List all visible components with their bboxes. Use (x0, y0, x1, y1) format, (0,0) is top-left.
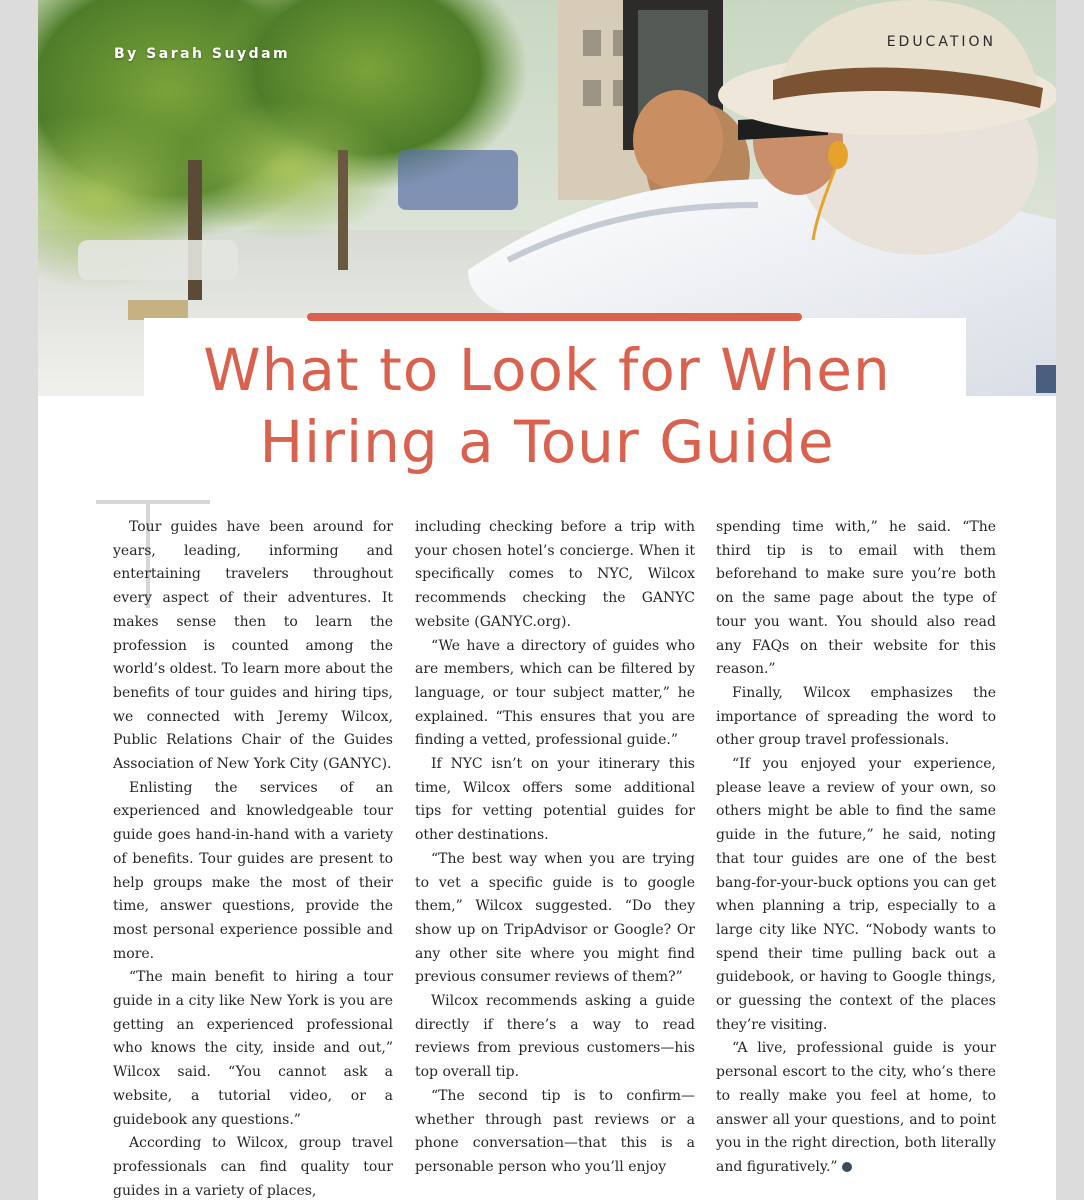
text-column-2 (415, 516, 695, 1180)
paragraph: “We have a directory of guides who are members, which can be filtered by language, or tour subject matter,” he explained. “This ensures that you are finding a vetted, professional guide.” (415, 637, 695, 749)
title-line-2: Hiring a Tour Guide (259, 408, 835, 476)
paragraph: According to Wilcox, group travel professionals can find quality tour guides in a variety of places, (113, 1135, 393, 1199)
byline: By Sarah Suydam (114, 46, 291, 62)
paragraph: Tour guides have been around for years, leading, informing and entertaining travelers throughout every aspect of their adventures. It makes sense then to learn the profession is counted among the world’s oldest. To learn more about the benefits of tour guides and hiring tips, we connected with Jeremy Wilcox, Public Relations Chair of the Guides Association of New York City (GANYC). (113, 519, 393, 773)
paragraph: Enlisting the services of an experienced and knowledgeable tour guide goes hand-in-hand with a variety of benefits. Tour guides are present to help groups make the most of their time, answer questions, provide the most personal experience possible and more. (113, 779, 393, 962)
title-line-1: What to Look for When (203, 336, 891, 404)
paragraph: “A live, professional guide is your personal escort to the city, who’s there to really make you feel at home, to answer all your questions, and to point you in the right direction, both literally and figuratively.” (716, 1040, 996, 1175)
paragraph: “The best way when you are trying to vet a specific guide is to google them,” Wilcox suggested. “Do they show up on TripAdvisor or Google? Or any other site where you might find previous consumer reviews of them?” (415, 850, 695, 986)
text-column-1 (113, 516, 393, 1200)
paragraph: “If you enjoyed your experience, please leave a review of your own, so others might be able to find the same guide in the future,” he said, noting that tour guides are one of the best bang-for-your-buck options you can get when planning a trip, especially to a large city like NYC. “Nobody wants to spend their time pulling back out a guidebook, or having to Google things, or guessing the context of the places they’re visiting. (716, 756, 996, 1033)
paragraph: “The second tip is to confirm—whether through past reviews or a phone conversation—that this is a personable person who you’ll enjoy (415, 1087, 695, 1175)
magazine-page (38, 0, 1056, 1200)
article-title (38, 334, 1056, 478)
paragraph: spending time with,” he said. “The third tip is to email with them beforehand to make sure you’re both on the same page about the type of tour you want. You should also read any FAQs on their website for this reason.” (716, 519, 996, 678)
paragraph: “The main benefit to hiring a tour guide in a city like New York is you are getting an experienced professional who knows the city, inside and out,” Wilcox said. “You cannot ask a website, a tutorial video, or a guidebook any questions.” (113, 969, 393, 1128)
paragraph: If NYC isn’t on your itinerary this time, Wilcox offers some additional tips for vetting potential guides for other destinations. (415, 756, 695, 844)
paragraph: including checking before a trip with your chosen hotel’s concierge. When it specifically comes to NYC, Wilcox recommends checking the GANYC website (GANYC.org). (415, 519, 695, 630)
paragraph: Wilcox recommends asking a guide directly if there’s a way to read reviews from previous customers—his top overall tip. (415, 993, 695, 1081)
text-column-3 (716, 516, 996, 1180)
section-label: EDUCATION (886, 34, 996, 50)
end-of-article-icon (842, 1162, 852, 1172)
paragraph: Finally, Wilcox emphasizes the importance of spreading the word to other group travel professionals. (716, 684, 996, 749)
title-accent-bar (307, 313, 802, 321)
